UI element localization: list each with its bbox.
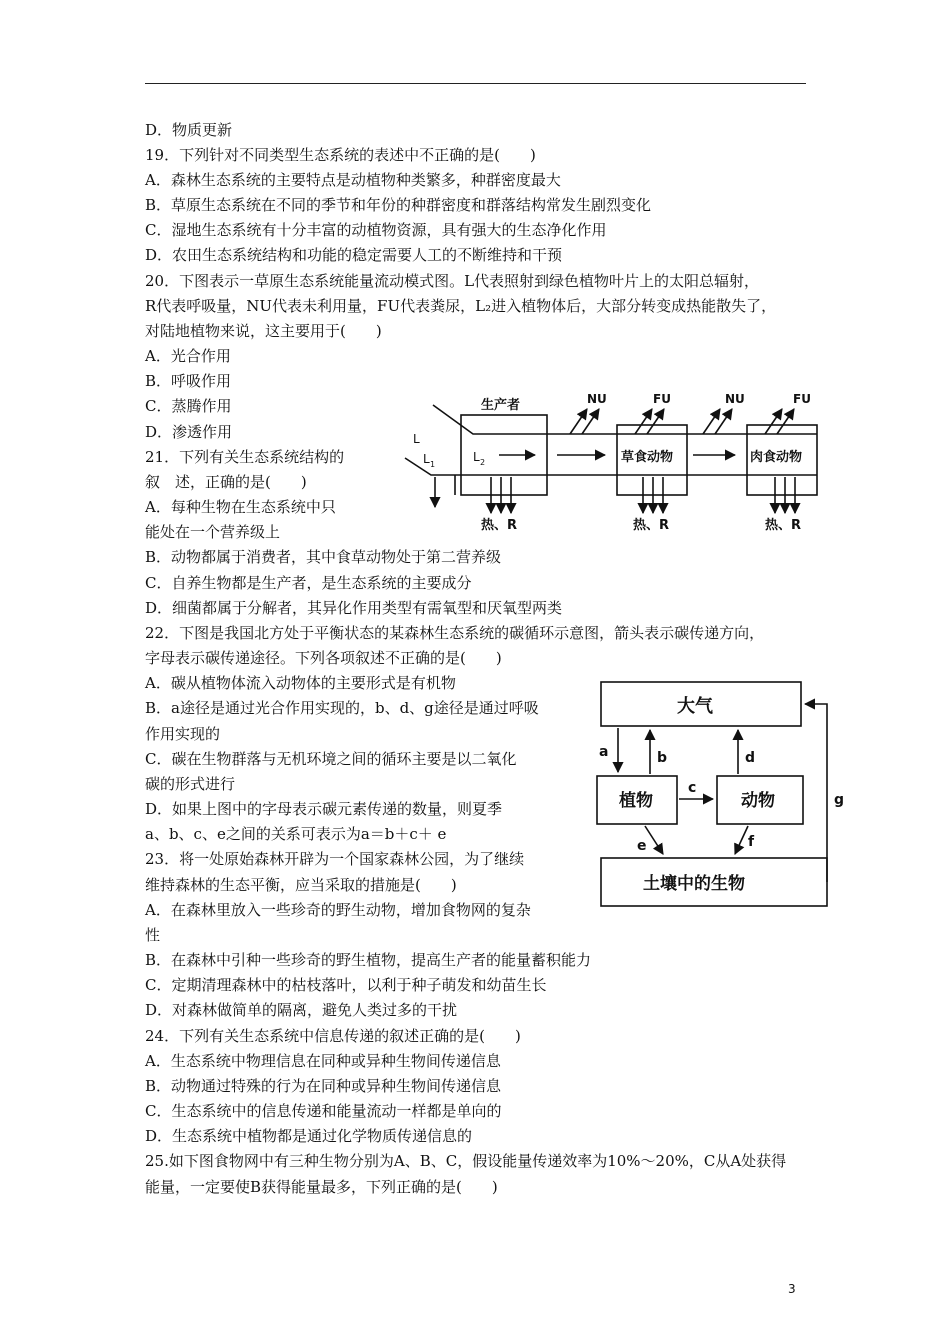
text-line: 能量，一定要使B获得能量最多，下列正确的是( ) [145,1178,498,1196]
text-line: B．动物通过特殊的行为在同种或异种生物间传递信息 [145,1077,502,1095]
text-line: B．草原生态系统在不同的季节和年份的种群密度和群落结构常发生剧烈变化 [145,196,652,214]
text-line: B．a途径是通过光合作用实现的，b、d、g途径是通过呼吸 [145,699,539,717]
text-line: B．呼吸作用 [145,372,232,390]
text-line: 维持森林的生态平衡，应当采取的措施是( ) [145,876,457,894]
text-line: A．每种生物在生态系统中只 [145,498,336,516]
soil-organisms-label: 土壤中的生物 [643,874,745,894]
nu-label: NU [725,392,745,406]
text-line: A．生态系统中物理信息在同种或异种生物间传递信息 [145,1052,501,1070]
text-line: B．动物都属于消费者，其中食草动物处于第二营养级 [145,548,502,566]
text-line: 碳的形式进行 [145,775,236,793]
atmosphere-label: 大气 [677,696,713,717]
text-line: D．细菌都属于分解者，其异化作用类型有需氧型和厌氧型两类 [145,599,563,617]
text-line: A．碳从植物体流入动物体的主要形式是有机物 [145,674,456,692]
text-line: 作用实现的 [145,725,221,743]
fu-label: FU [793,392,811,406]
text-line: A．在森林里放入一些珍奇的野生动物，增加食物网的复杂 [145,901,531,919]
arrow-e [645,826,663,854]
question-21: 21．下列有关生态系统结构的 [145,448,345,466]
text-line: D．渗透作用 [145,423,233,441]
page-number: 3 [788,1282,796,1296]
text-line: 能处在一个营养级上 [145,523,281,541]
l1-label: L [423,452,430,466]
text-line: A．森林生态系统的主要特点是动植物种类繁多，种群密度最大 [145,171,561,189]
nu-label: NU [587,392,607,406]
carbon-cycle-diagram [585,672,860,912]
label-c: c [688,780,697,796]
plant-label: 植物 [619,791,653,811]
heat-r-label: 热、R [633,518,670,533]
text-line: C．定期清理森林中的枯枝落叶，以利于种子萌发和幼苗生长 [145,976,547,994]
text-line: A．光合作用 [145,347,231,365]
question-20: 20．下图表示一草原生态系统能量流动模式图。L代表照射到绿色植物叶片上的太阳总辐射， [145,272,760,290]
label-f: f [748,834,755,850]
text-line: C．自养生物都是生产者，是生态系统的主要成分 [145,574,472,592]
text-line: C．生态系统中的信息传递和能量流动一样都是单向的 [145,1102,502,1120]
text-line: 字母表示碳传递途径。下列各项叙述不正确的是( ) [145,649,502,667]
animal-label: 动物 [741,791,775,811]
question-19: 19．下列针对不同类型生态系统的表述中不正确的是( ) [145,146,536,164]
label-a: a [599,744,609,760]
fu-label: FU [653,392,671,406]
header-rule [145,83,806,84]
text-line: C．湿地生态系统有十分丰富的动植物资源，具有强大的生态净化作用 [145,221,607,239]
text-line: D．对森林做简单的隔离，避免人类过多的干扰 [145,1001,458,1019]
l2-subscript: 2 [480,458,486,467]
arrow-f [735,826,748,854]
text-line: 对陆地植物来说，这主要用于( ) [145,322,382,340]
herbivore-label: 草食动物 [621,450,674,465]
carnivore-label: 肉食动物 [750,450,803,465]
l-label: L [413,432,420,446]
heat-r-label: 热、R [481,518,518,533]
text-line: C．碳在生物群落与无机环境之间的循环主要是以二氧化 [145,750,517,768]
label-g: g [834,792,845,808]
text-line: C．蒸腾作用 [145,397,232,415]
arrow-g [805,704,827,882]
label-b: b [657,750,668,766]
text-line: D．农田生态系统结构和功能的稳定需要人工的不断维持和干预 [145,246,563,264]
l2-label: L [473,450,480,464]
question-22: 22．下图是我国北方处于平衡状态的某森林生态系统的碳循环示意图，箭头表示碳传递方向， [145,624,765,642]
text-line: D．物质更新 [145,121,233,139]
energy-flow-diagram [395,385,825,535]
label-d: d [745,750,756,766]
text-line: a、b、c、e之间的关系可表示为a＝b＋c＋ e [145,825,447,843]
label-e: e [637,838,647,854]
l1-subscript: 1 [430,460,436,469]
text-line: D．如果上图中的字母表示碳元素传递的数量，则夏季 [145,800,503,818]
question-24: 24．下列有关生态系统中信息传递的叙述正确的是( ) [145,1027,521,1045]
question-23: 23．将一处原始森林开辟为一个国家森林公园，为了继续 [145,850,525,868]
heat-r-label: 热、R [765,518,802,533]
text-line: D．生态系统中植物都是通过化学物质传递信息的 [145,1127,473,1145]
text-line: R代表呼吸量，NU代表未利用量，FU代表粪尿，L₂进入植物体后，大部分转变成热能散失了， [145,297,777,315]
text-line: 叙 述，正确的是( ) [145,473,307,491]
text-line: B．在森林中引种一些珍奇的野生植物，提高生产者的能量蓄积能力 [145,951,592,969]
question-25: 25.如下图食物网中有三种生物分别为A、B、C，假设能量传递效率为10%～20%，C从A处获得 [145,1152,787,1170]
text-line: 性 [145,926,161,944]
producer-label: 生产者 [481,398,521,413]
